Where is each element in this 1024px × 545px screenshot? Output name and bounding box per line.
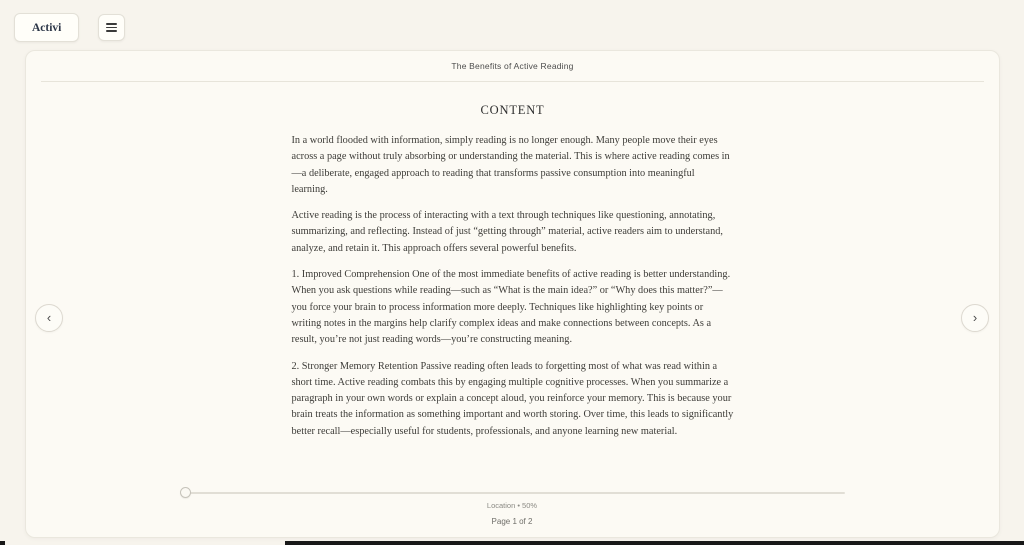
prev-page-button[interactable] (35, 304, 63, 332)
location-status: Location • 50% (486, 501, 538, 510)
paragraph: 2. Stronger Memory Retention Passive reading often leads to forgetting most of what was read within a short time. Active reading combats this by engaging multiple cognitive processes. When you summarize a paragraph in your own words or explain a concept aloud, you reinforce your memory. This is because your brain treats the information as something important and worth storing. Over time, this leads to significantly better recall—especially useful for students, professionals, and anyone learning new material. (291, 360, 734, 437)
desktop-edge-strip-left (0, 541, 5, 545)
paragraph: Active reading is the process of interacting with a text through techniques like questioning, annotating, summarizing, and reflecting. Instead of just “getting through” material, active readers aim to understand, analyze, and retain it. This approach offers several powerful benefits. (291, 210, 723, 254)
next-page-button[interactable] (961, 304, 989, 332)
reader-header-title: The Benefits of Active Reading (41, 51, 984, 82)
book-title-button[interactable]: Activi (14, 13, 79, 42)
desktop-edge-strip (285, 541, 1024, 545)
chevron-left-icon: ‹ (46, 309, 52, 325)
hamburger-icon (106, 23, 117, 31)
chevron-right-icon: › (972, 309, 978, 325)
page-status: Page 1 of 2 (491, 517, 533, 526)
progress-slider-track[interactable] (185, 492, 845, 494)
paragraph: 1. Improved Comprehension One of the most immediate benefits of active reading is better understanding. When you ask questions while reading—such as “What is the main idea?” or “Why does this matter?”—you force your brain to process information more deeply. Techniques like highlighting key points or writing notes in the margins help clarify complex ideas and make connections between concepts. As a result, you’re not just reading words—you’re constructing meaning. (291, 269, 731, 346)
reader-panel (25, 50, 1000, 538)
chapter-title: CONTENT (480, 103, 545, 117)
reader-content (292, 133, 734, 440)
menu-button[interactable] (98, 14, 125, 41)
progress-slider-thumb[interactable] (180, 487, 191, 498)
paragraph: In a world flooded with information, simply reading is no longer enough. Many people move their eyes across a page without truly absorbing or understanding the material. This is where active reading comes in—a deliberate, engaged approach to reading that transforms passive consumption into meaningful learning. (291, 135, 730, 195)
